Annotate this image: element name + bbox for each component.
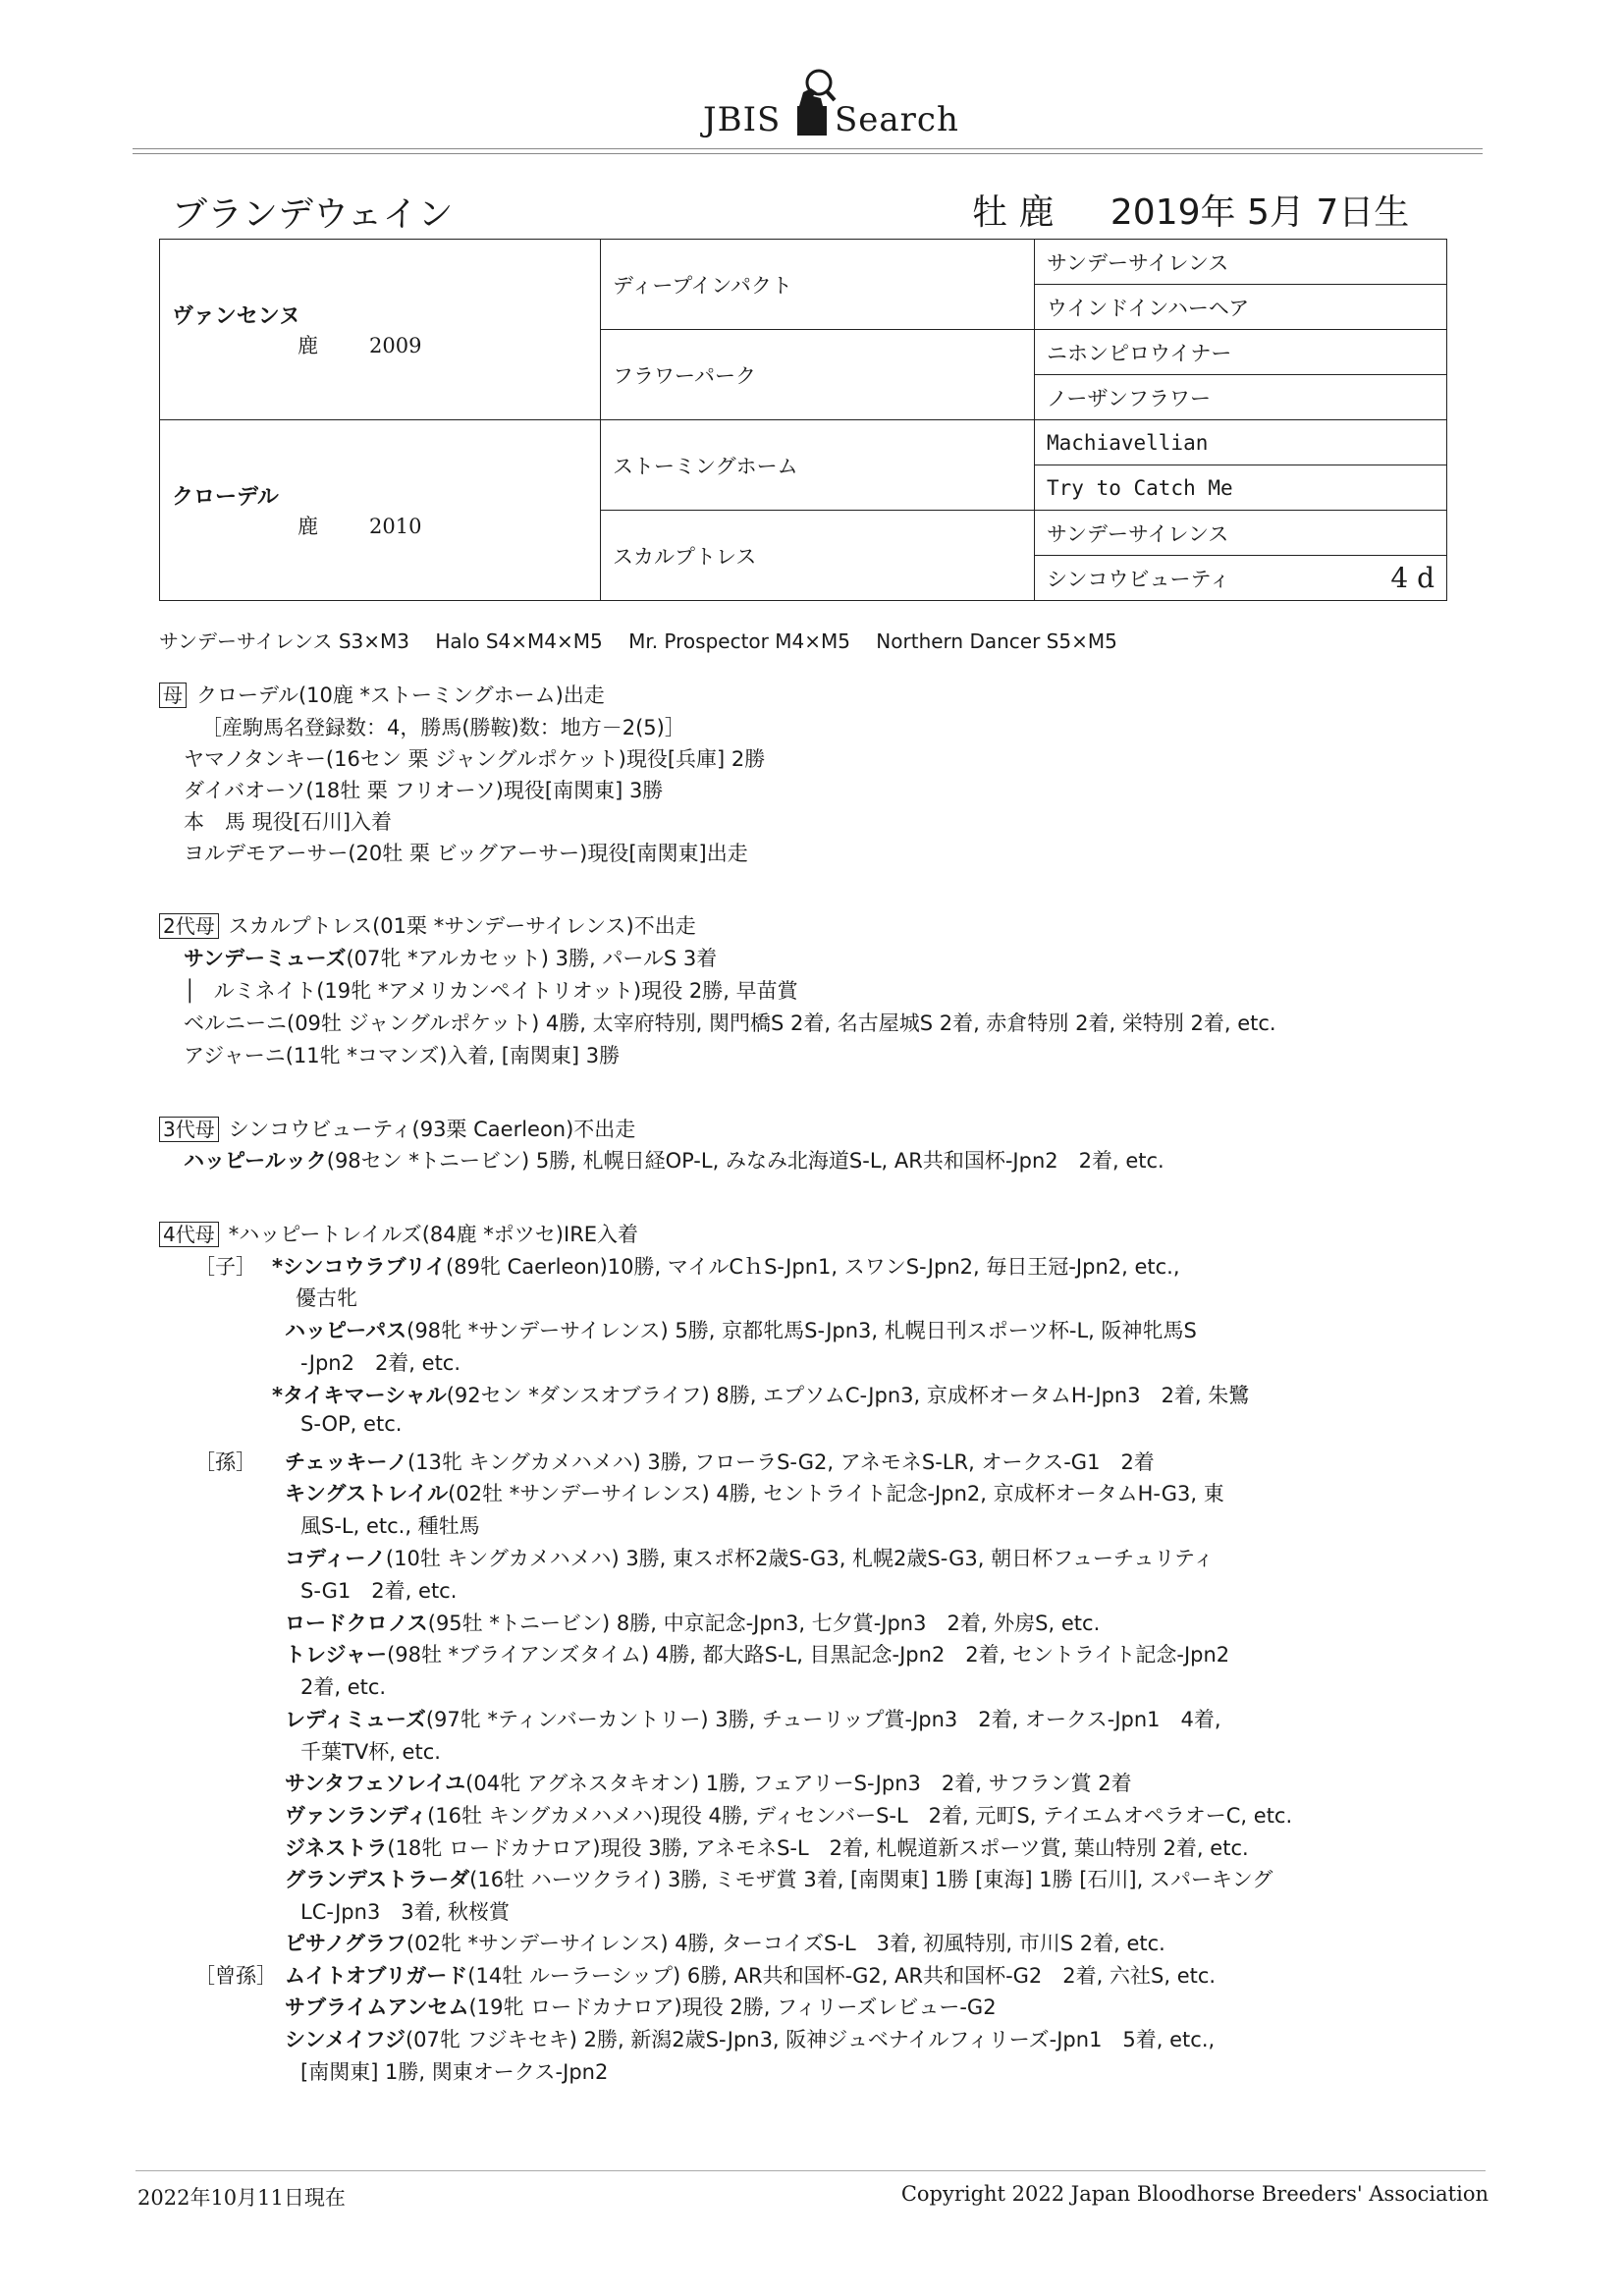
label-himago: ［曾孫］ — [194, 1964, 277, 1988]
dam-name: クローデル — [172, 485, 279, 510]
logo-text-search: Search — [835, 100, 959, 139]
section-tag-g3: 3代母 — [159, 1117, 219, 1142]
horse-name: ブランデウェイン — [172, 194, 454, 235]
sire-year: 2009 — [369, 334, 422, 357]
dam-line-3: ダイバオーソ(18牡 栗 フリオーソ)現役[南関東] 3勝 — [184, 779, 664, 802]
g4-bold: チェッキーノ — [285, 1450, 407, 1474]
dam-color: 鹿 — [298, 515, 318, 538]
g4-bold: キングストレイル — [285, 1482, 449, 1505]
g2-rest-1: ルミネイト(19牝 *アメリカンペイトリオット)現役 2勝, 早苗賞 — [213, 979, 798, 1003]
gen2-cell-3: ストーミングホーム — [601, 420, 1035, 511]
gen3-cell-2: ウインドインハーヘア — [1035, 285, 1447, 330]
g2-bar-1: │ — [184, 979, 196, 1003]
g4-line — [285, 1992, 997, 2021]
header-rule — [133, 148, 1483, 149]
g4-bold: *タイキマーシャル — [272, 1384, 447, 1407]
g4-line — [285, 1704, 1221, 1733]
horse-magnifier-icon — [793, 63, 837, 141]
g4-line: -Jpn2 2着, etc. — [300, 1351, 461, 1375]
jbis-search-logo — [687, 55, 959, 143]
dam-cell — [160, 420, 601, 601]
g3-head: シンコウビューティ(93栗 Caerleon)不出走 — [228, 1118, 636, 1141]
section-tag-g2: 2代母 — [159, 913, 219, 939]
gen3-cell-1: サンデーサイレンス — [1035, 240, 1447, 285]
g4-line: 千葉TV杯, etc. — [300, 1740, 441, 1764]
g4-bold: サブライムアンセム — [285, 1995, 469, 2019]
g4-bold: ムイトオブリガード — [285, 1964, 468, 1988]
g4-line — [285, 1447, 1155, 1476]
footer-date: 2022年10月11日現在 — [137, 2186, 346, 2210]
dam-line-4: 本 馬 現役[石川]入着 — [184, 810, 393, 834]
g4-line — [272, 1251, 1180, 1281]
g4-line — [285, 1768, 1132, 1797]
g4-rest: (97牝 *ティンバーカントリー) 3勝, チューリップ賞-Jpn3 2着, オークス-Jpn1 4着, — [425, 1708, 1221, 1731]
g4-line — [285, 1864, 1272, 1893]
sire-sub — [298, 330, 588, 359]
footer-copyright: Copyright 2022 Japan Bloodhorse Breeders' Association — [900, 2182, 1489, 2206]
g2-bold-0: サンデーミューズ — [184, 947, 347, 970]
dam-year: 2010 — [369, 515, 422, 538]
g4-line: 2着, etc. — [300, 1675, 387, 1699]
header-rule-2 — [133, 153, 1483, 154]
g4-line — [285, 1832, 1249, 1862]
g4-bold: サンタフェソレイユ — [285, 1772, 466, 1795]
g3-line-0 — [184, 1145, 1164, 1175]
g4-bold: グランデストラーダ — [285, 1868, 470, 1891]
label-ko: ［子］ — [194, 1255, 256, 1279]
g4-rest: (02牡 *サンデーサイレンス) 4勝, セントライト記念-Jpn2, 京成杯オータムH-G3, 東 — [448, 1482, 1224, 1505]
g2-rest-0: (07牝 *アルカセット) 3勝, パールS 3着 — [346, 947, 718, 970]
g4-rest: (16牡 ハーツクライ) 3勝, ミモザ賞 3着, [南関東] 1勝 [東海] 1勝 [石川], スパーキング — [469, 1868, 1273, 1891]
horse-birth-info — [972, 185, 1409, 235]
g4-rest: (89牝 Caerleon)10勝, マイルCｈS-Jpn1, スワンS-Jpn2, 毎日王冠-Jpn2, etc., — [446, 1255, 1180, 1279]
g4-rest: (14牡 ルーラーシップ) 6勝, AR共和国杯-G2, AR共和国杯-G2 2着, 六社S, etc. — [467, 1964, 1217, 1988]
g4-bold: コディーノ — [285, 1547, 386, 1570]
gen3-cell-7: サンデーサイレンス — [1035, 511, 1447, 556]
g4-rest: (10牡 キングカメハメハ) 3勝, 東スポ杯2歳S-G3, 札幌2歳S-G3, 朝日杯フューチュリティ — [385, 1547, 1215, 1570]
g2-line-1 — [184, 975, 798, 1005]
g4-line: S-G1 2着, etc. — [300, 1579, 458, 1603]
g4-line — [285, 1608, 1100, 1637]
gen2-cell-4: スカルプトレス — [601, 511, 1035, 601]
g4-bold: ハッピーパス — [285, 1319, 407, 1342]
g3-rest-0: (98セン *トニービン) 5勝, 札幌日経OP-L, みなみ北海道S-L, AR共和国杯-Jpn2 2着, etc. — [326, 1149, 1164, 1173]
g4-rest: (16牡 キングカメハメハ)現役 4勝, ディセンバーS-L 2着, 元町S, テイエムオペラオーC, etc. — [427, 1804, 1293, 1828]
section-tag-g4: 4代母 — [159, 1222, 219, 1247]
g4-bold: ジネストラ — [285, 1836, 388, 1860]
sire-name: ヴァンセンヌ — [172, 304, 300, 329]
g4-rest: (07牝 フジキセキ) 2勝, 新潟2歳S-Jpn3, 阪神ジュベナイルフィリーズ-Jpn1 5着, etc., — [405, 2028, 1216, 2051]
g4-line: [南関東] 1勝, 関東オークス-Jpn2 — [300, 2060, 609, 2084]
g3-section-head — [159, 1114, 635, 1143]
g4-line: LC-Jpn3 3着, 秋桜賞 — [300, 1900, 511, 1924]
g4-section-head — [159, 1219, 638, 1248]
family-number: 4 d — [1390, 562, 1435, 594]
g4-line: S-OP, etc. — [300, 1412, 403, 1436]
g4-rest: (95牡 *トニービン) 8勝, 中京記念-Jpn3, 七夕賞-Jpn3 2着, 外房S, etc. — [427, 1612, 1101, 1635]
gen3-cell-4: ノーザンフラワー — [1035, 375, 1447, 420]
dam-line-5: ヨルデモアーサー(20牡 栗 ビッグアーサー)現役[南関東]出走 — [184, 842, 748, 865]
g2-line-2: ベルニーニ(09牡 ジャングルポケット) 4勝, 太宰府特別, 関門橋S 2着, 名古屋城S 2着, 赤倉特別 2着, 栄特別 2着, etc. — [184, 1011, 1276, 1035]
g4-bold: ヴァンランディ — [285, 1804, 428, 1828]
g2-head: スカルプトレス(01栗 *サンデーサイレンス)不出走 — [228, 914, 696, 938]
g4-bold: ピサノグラフ — [285, 1932, 406, 1955]
g4-line: 優古牝 — [296, 1286, 357, 1310]
gen3-cell-8 — [1035, 556, 1447, 601]
g4-line — [272, 1380, 1249, 1409]
g4-head: *ハッピートレイルズ(84鹿 *ポツセ)IRE入着 — [228, 1223, 639, 1246]
g4-line — [285, 1478, 1224, 1507]
g4-rest: (18牝 ロードカナロア)現役 3勝, アネモネS-L 2着, 札幌道新スポーツ賞, 葉山特別 2着, etc. — [387, 1836, 1249, 1860]
g3-bold-0: ハッピールック — [184, 1149, 327, 1173]
g4-line — [285, 1315, 1197, 1344]
gen2-cell-1: ディープインパクト — [601, 240, 1035, 330]
g4-line — [285, 1543, 1214, 1572]
inbreeding-line: サンデーサイレンス S3×M3 Halo S4×M4×M5 Mr. Prospector M4×M5 Northern Dancer S5×M5 — [159, 629, 1117, 653]
label-mago: ［孫］ — [194, 1450, 256, 1474]
footer-rule — [135, 2170, 1486, 2171]
g4-bold: トレジャー — [285, 1643, 388, 1667]
g4-bold: ロードクロノス — [285, 1612, 428, 1635]
sex-color: 牡 鹿 — [972, 192, 1055, 233]
gen3-cell-3: ニホンピロウイナー — [1035, 330, 1447, 375]
dam-line-2: ヤマノタンキー(16セン 栗 ジャングルポケット)現役[兵庫] 2勝 — [184, 747, 766, 771]
g2-line-3: アジャーニ(11牝 *コマンズ)入着, [南関東] 3勝 — [184, 1044, 621, 1067]
g4-bold: *シンコウラブリイ — [272, 1255, 446, 1279]
gen3-cell-5: Machiavellian — [1035, 420, 1447, 465]
g2-section-head — [159, 910, 696, 940]
sire-cell — [160, 240, 601, 420]
gen3-name-8: シンコウビューティ — [1047, 567, 1230, 591]
g4-rest: (98牡 *ブライアンズタイム) 4勝, 都大路S-L, 目黒記念-Jpn2 2着, セントライト記念-Jpn2 — [387, 1643, 1230, 1667]
g4-rest: (98牝 *サンデーサイレンス) 5勝, 京都牝馬S-Jpn3, 札幌日刊スポーツ杯-L, 阪神牝馬S — [406, 1319, 1197, 1342]
dam-section-head — [159, 680, 605, 709]
sire-color: 鹿 — [298, 334, 318, 357]
dam-line-1: ［産駒馬名登録数：4，勝馬(勝鞍)数：地方－2(5)］ — [201, 716, 685, 739]
logo-text-jbis: JBIS — [703, 100, 782, 139]
g4-line: 風S-L, etc., 種牡馬 — [300, 1514, 480, 1538]
g2-line-0 — [184, 943, 717, 972]
g4-bold: レディミューズ — [285, 1708, 426, 1731]
g4-rest: (02牝 *サンデーサイレンス) 4勝, ターコイズS-L 3着, 初風特別, 市川S 2着, etc. — [406, 1932, 1165, 1955]
gen2-cell-2: フラワーパーク — [601, 330, 1035, 420]
pedigree-table — [159, 239, 1447, 601]
dam-sub — [298, 511, 588, 540]
g4-rest: (13牝 キングカメハメハ) 3勝, フローラS-G2, アネモネS-LR, オークス-G1 2着 — [406, 1450, 1155, 1474]
g4-line — [285, 1960, 1216, 1990]
g4-rest: (92セン *ダンスオブライフ) 8勝, エプソムC-Jpn3, 京成杯オータムH-Jpn3 2着, 朱鷺 — [446, 1384, 1250, 1407]
section-tag-dam: 母 — [159, 683, 187, 708]
g4-line — [285, 1639, 1229, 1668]
gen3-cell-6: Try to Catch Me — [1035, 465, 1447, 511]
birth-date: 2019年 5月 7日生 — [1110, 192, 1410, 233]
g4-bold: シンメイフジ — [285, 2028, 406, 2051]
dam-line-0: クローデル(10鹿 *ストーミングホーム)出走 — [196, 683, 605, 707]
g4-line — [285, 1800, 1292, 1830]
g4-rest: (04牝 アグネスタキオン) 1勝, フェアリーS-Jpn3 2着, サフラン賞 2着 — [465, 1772, 1132, 1795]
g4-rest: (19牝 ロードカナロア)現役 2勝, フィリーズレビュー-G2 — [468, 1995, 997, 2019]
g4-line — [285, 1928, 1165, 1957]
g4-line — [285, 2024, 1215, 2053]
